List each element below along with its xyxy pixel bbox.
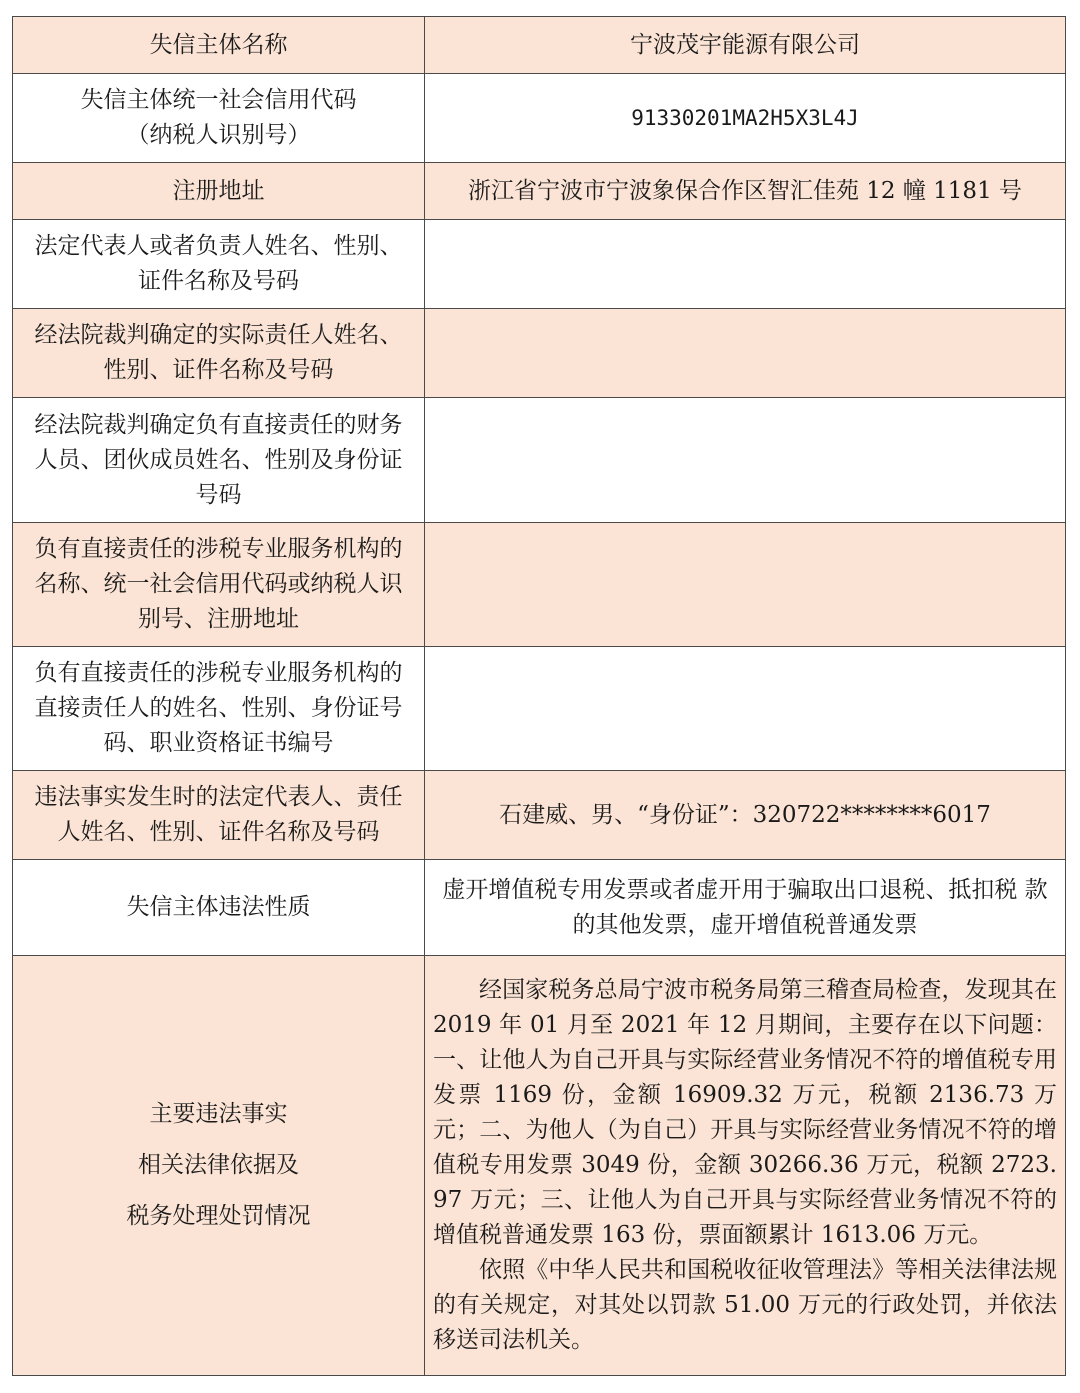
label-finance-staff (13, 398, 425, 523)
table-row-entity-name (13, 17, 1066, 74)
value-violation-facts (425, 956, 1066, 1376)
label-legal-representative (13, 220, 425, 309)
table-row-actual-responsible (13, 309, 1066, 398)
table-row-representative-at-time (13, 771, 1066, 860)
value-line: 款的其他发票，虚开增值税普通发票 (572, 876, 1048, 938)
value-credit-code: 91330201MA2H5X3L4J (425, 74, 1066, 163)
label-line: 人姓名、性别、证件名称及号码 (57, 819, 380, 845)
label-line: 别号、注册地址 (138, 606, 299, 632)
value-tax-agency-person (425, 647, 1066, 771)
label-entity-name: 失信主体名称 (13, 17, 425, 74)
value-line: 虚开增值税专用发票或者虚开用于骗取出口退税、抵扣税 (442, 876, 1018, 903)
label-line: 负有直接责任的涉税专业服务机构的 (34, 660, 403, 686)
value-actual-responsible (425, 309, 1066, 398)
label-line: 人员、团伙成员姓名、性别及身份证 (34, 446, 403, 473)
label-line: 经法院裁判确定的实际责任人姓名、 (34, 322, 403, 348)
label-line: （纳税人识别号） (126, 122, 311, 148)
label-credit-code (13, 74, 425, 163)
table-row-legal-representative (13, 220, 1066, 309)
label-line: 税务处理处罚情况 (126, 1203, 311, 1229)
value-registered-address: 浙江省宁波市宁波象保合作区智汇佳苑 12 幢 1181 号 (425, 163, 1066, 220)
label-line: 经法院裁判确定负有直接责任的财务 (34, 411, 403, 438)
label-line: 失信主体统一社会信用代码 (80, 87, 357, 113)
label-line: 码、职业资格证书编号 (103, 730, 334, 756)
value-finance-staff (425, 398, 1066, 523)
table-row-credit-code (13, 74, 1066, 163)
label-line: 主要违法事实 (149, 1101, 288, 1127)
label-representative-at-time (13, 771, 425, 860)
label-line: 直接责任人的姓名、性别、身份证号 (34, 695, 403, 721)
label-tax-agency (13, 523, 425, 647)
label-line: 相关法律依据及 (138, 1152, 299, 1178)
table-row-violation-nature (13, 860, 1066, 956)
label-violation-facts (13, 956, 425, 1376)
table-row-tax-agency-person (13, 647, 1066, 771)
label-actual-responsible (13, 309, 425, 398)
value-legal-representative (425, 220, 1066, 309)
label-line: 法定代表人或者负责人姓名、性别、 (34, 233, 403, 259)
label-line: 违法事实发生时的法定代表人、责任 (34, 784, 403, 810)
label-line: 证件名称及号码 (138, 268, 299, 294)
label-line: 号码 (195, 481, 242, 508)
value-entity-name: 宁波茂宇能源有限公司 (425, 17, 1066, 74)
value-tax-agency (425, 523, 1066, 647)
table-row-tax-agency (13, 523, 1066, 647)
table-row-finance-staff (13, 398, 1066, 523)
label-tax-agency-person (13, 647, 425, 771)
table-row-violation-facts (13, 956, 1066, 1376)
label-line: 性别、证件名称及号码 (103, 357, 334, 383)
penalty-paragraph: 依照《中华人民共和国税收征收管理法》等相关法律法规的有关规定，对其处以罚款 51.00 万元的行政处罚，并依法移送司法机关。 (433, 1257, 1057, 1353)
label-line: 负有直接责任的涉税专业服务机构的 (34, 536, 403, 562)
label-violation-nature: 失信主体违法性质 (13, 860, 425, 956)
label-registered-address: 注册地址 (13, 163, 425, 220)
value-representative-at-time: 石建威、男、“身份证”：320722********6017 (425, 771, 1066, 860)
label-line: 名称、统一社会信用代码或纳税人识 (34, 571, 403, 597)
table-row-registered-address (13, 163, 1066, 220)
value-violation-nature (425, 860, 1066, 956)
facts-paragraph: 经国家税务总局宁波市税务局第三稽查局检查，发现其在 2019 年 01 月至 2021 年 12 月期间，主要存在以下问题：一、让他人为自己开具与实际经营业务情况不符的增值税专用发票 1169 份，金额 16909.32 万元，税额 2136.73 万元；二、为他人（为自己）开具与实际经营业务情况不符的增值税专用发票 3049 份，金额 30266.36 万元，税额 2723.97 万元；三、让他人为自己开具与实际经营业务情况不符的增值税普通发票 163 份，票面额累计 1613.06 万元。 (433, 977, 1057, 1248)
dishonest-entity-table (12, 16, 1066, 1376)
